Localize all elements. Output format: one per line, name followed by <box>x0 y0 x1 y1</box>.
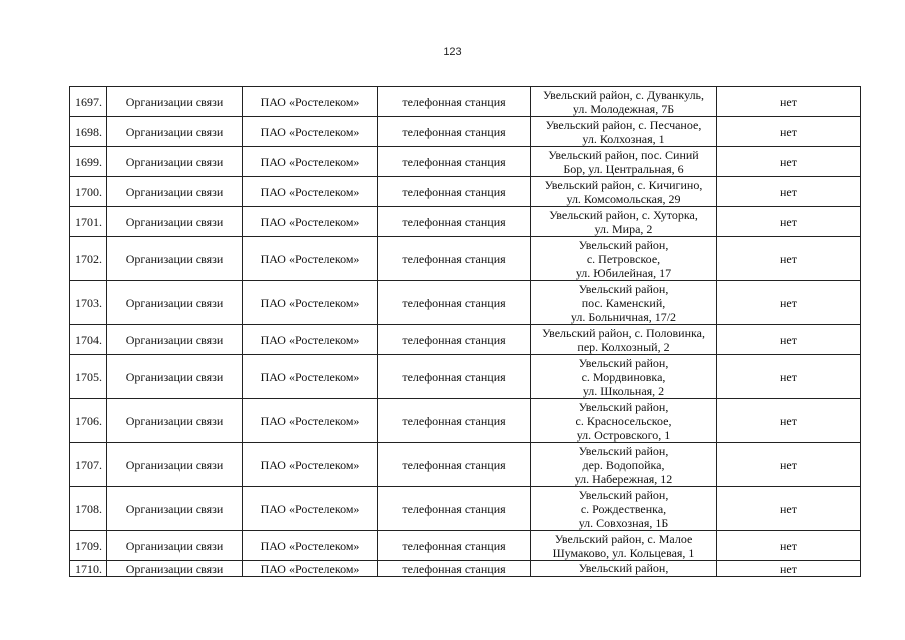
page-number: 123 <box>443 46 462 58</box>
row-owner: ПАО «Ростелеком» <box>243 207 378 237</box>
table-row <box>70 355 861 399</box>
row-value: нет <box>717 207 861 237</box>
table-body <box>70 87 861 577</box>
address-line: ул. Молодежная, 7Б <box>572 101 675 116</box>
address-line: пос. Каменский, <box>581 295 666 310</box>
table-row <box>70 177 861 207</box>
address-line: Увельский район, <box>578 281 669 296</box>
row-number: 1709. <box>70 531 107 561</box>
row-category: Организации связи <box>107 87 243 117</box>
row-value: нет <box>717 561 861 577</box>
row-address <box>531 531 717 561</box>
row-number: 1702. <box>70 237 107 281</box>
address-line: Бор, ул. Центральная, 6 <box>563 161 684 176</box>
row-category: Организации связи <box>107 117 243 147</box>
address-line: Увельский район, с. Половинка, <box>541 325 705 340</box>
row-object-type: телефонная станция <box>378 531 531 561</box>
row-value: нет <box>717 147 861 177</box>
row-number: 1697. <box>70 87 107 117</box>
row-address <box>531 87 717 117</box>
address-line: Увельский район, с. Хуторка, <box>549 207 698 222</box>
row-owner: ПАО «Ростелеком» <box>243 177 378 207</box>
address-line: с. Петровское, <box>586 251 661 266</box>
row-address <box>531 325 717 355</box>
address-line: Увельский район, <box>578 399 669 414</box>
row-value: нет <box>717 177 861 207</box>
row-object-type: телефонная станция <box>378 443 531 487</box>
row-object-type: телефонная станция <box>378 487 531 531</box>
row-value: нет <box>717 355 861 399</box>
row-object-type: телефонная станция <box>378 325 531 355</box>
row-value: нет <box>717 325 861 355</box>
row-number: 1705. <box>70 355 107 399</box>
row-address <box>531 399 717 443</box>
row-address <box>531 443 717 487</box>
address-line: ул. Набережная, 12 <box>574 471 673 486</box>
row-number: 1698. <box>70 117 107 147</box>
row-owner: ПАО «Ростелеком» <box>243 87 378 117</box>
row-owner: ПАО «Ростелеком» <box>243 325 378 355</box>
address-line: дер. Водопойка, <box>582 457 665 472</box>
row-category: Организации связи <box>107 531 243 561</box>
row-number: 1708. <box>70 487 107 531</box>
row-number: 1703. <box>70 281 107 325</box>
table-row <box>70 325 861 355</box>
address-line: ул. Мира, 2 <box>594 221 653 236</box>
address-line: Увельский район, <box>578 561 669 575</box>
address-line: Увельский район, с. Песчаное, <box>545 117 702 132</box>
row-object-type: телефонная станция <box>378 399 531 443</box>
row-value: нет <box>717 531 861 561</box>
row-object-type: телефонная станция <box>378 207 531 237</box>
row-address <box>531 561 717 577</box>
row-value: нет <box>717 237 861 281</box>
table-row <box>70 117 861 147</box>
address-line: ул. Школьная, 2 <box>582 383 665 398</box>
address-line: Увельский район, <box>578 487 669 502</box>
row-category: Организации связи <box>107 443 243 487</box>
row-value: нет <box>717 117 861 147</box>
row-address <box>531 487 717 531</box>
address-line: ул. Колхозная, 1 <box>582 131 665 146</box>
row-object-type: телефонная станция <box>378 561 531 577</box>
row-number: 1701. <box>70 207 107 237</box>
row-category: Организации связи <box>107 325 243 355</box>
address-line: с. Мордвиновка, <box>581 369 666 384</box>
row-address <box>531 147 717 177</box>
row-owner: ПАО «Ростелеком» <box>243 281 378 325</box>
row-owner: ПАО «Ростелеком» <box>243 355 378 399</box>
row-category: Организации связи <box>107 561 243 577</box>
row-object-type: телефонная станция <box>378 117 531 147</box>
address-line: с. Красносельское, <box>575 413 672 428</box>
row-address <box>531 177 717 207</box>
row-category: Организации связи <box>107 281 243 325</box>
row-number: 1706. <box>70 399 107 443</box>
row-value: нет <box>717 443 861 487</box>
address-line: Увельский район, с. Дуванкуль, <box>542 87 705 102</box>
address-line: Увельский район, <box>578 237 669 252</box>
address-line: Увельский район, с. Малое <box>554 531 693 546</box>
table-row <box>70 281 861 325</box>
row-owner: ПАО «Ростелеком» <box>243 561 378 577</box>
table-row <box>70 207 861 237</box>
row-category: Организации связи <box>107 355 243 399</box>
row-number: 1699. <box>70 147 107 177</box>
row-owner: ПАО «Ростелеком» <box>243 487 378 531</box>
address-line: ул. Комсомольская, 29 <box>566 191 681 206</box>
row-value: нет <box>717 399 861 443</box>
row-object-type: телефонная станция <box>378 87 531 117</box>
row-owner: ПАО «Ростелеком» <box>243 117 378 147</box>
row-object-type: телефонная станция <box>378 355 531 399</box>
address-line: ул. Больничная, 17/2 <box>570 309 677 324</box>
row-object-type: телефонная станция <box>378 147 531 177</box>
row-number: 1707. <box>70 443 107 487</box>
table-row <box>70 237 861 281</box>
address-line: Увельский район, <box>578 443 669 458</box>
row-object-type: телефонная станция <box>378 281 531 325</box>
row-number: 1704. <box>70 325 107 355</box>
row-value: нет <box>717 87 861 117</box>
address-line: Увельский район, с. Кичигино, <box>544 177 703 192</box>
row-object-type: телефонная станция <box>378 177 531 207</box>
registry-table <box>69 86 861 577</box>
row-address <box>531 355 717 399</box>
row-category: Организации связи <box>107 237 243 281</box>
row-owner: ПАО «Ростелеком» <box>243 147 378 177</box>
row-number: 1710. <box>70 561 107 577</box>
address-line: Увельский район, <box>578 355 669 370</box>
address-line: Увельский район, пос. Синий <box>548 147 699 162</box>
row-owner: ПАО «Ростелеком» <box>243 443 378 487</box>
row-address <box>531 117 717 147</box>
row-address <box>531 281 717 325</box>
address-line: пер. Колхозный, 2 <box>577 339 670 354</box>
row-owner: ПАО «Ростелеком» <box>243 399 378 443</box>
row-value: нет <box>717 281 861 325</box>
address-line: ул. Островского, 1 <box>576 427 671 442</box>
row-address <box>531 207 717 237</box>
address-line: с. Рождественка, <box>580 501 667 516</box>
address-line: ул. Совхозная, 1Б <box>578 515 669 530</box>
row-number: 1700. <box>70 177 107 207</box>
row-category: Организации связи <box>107 177 243 207</box>
row-category: Организации связи <box>107 207 243 237</box>
table-row <box>70 443 861 487</box>
address-line: ул. Юбилейная, 17 <box>575 265 672 280</box>
table-row <box>70 487 861 531</box>
row-object-type: телефонная станция <box>378 237 531 281</box>
table-row <box>70 399 861 443</box>
row-owner: ПАО «Ростелеком» <box>243 531 378 561</box>
row-category: Организации связи <box>107 399 243 443</box>
row-category: Организации связи <box>107 147 243 177</box>
row-owner: ПАО «Ростелеком» <box>243 237 378 281</box>
table-row <box>70 561 861 577</box>
table-row <box>70 147 861 177</box>
row-address <box>531 237 717 281</box>
table-row <box>70 531 861 561</box>
row-value: нет <box>717 487 861 531</box>
table-row <box>70 87 861 117</box>
row-category: Организации связи <box>107 487 243 531</box>
address-line: Шумаково, ул. Кольцевая, 1 <box>552 545 695 560</box>
